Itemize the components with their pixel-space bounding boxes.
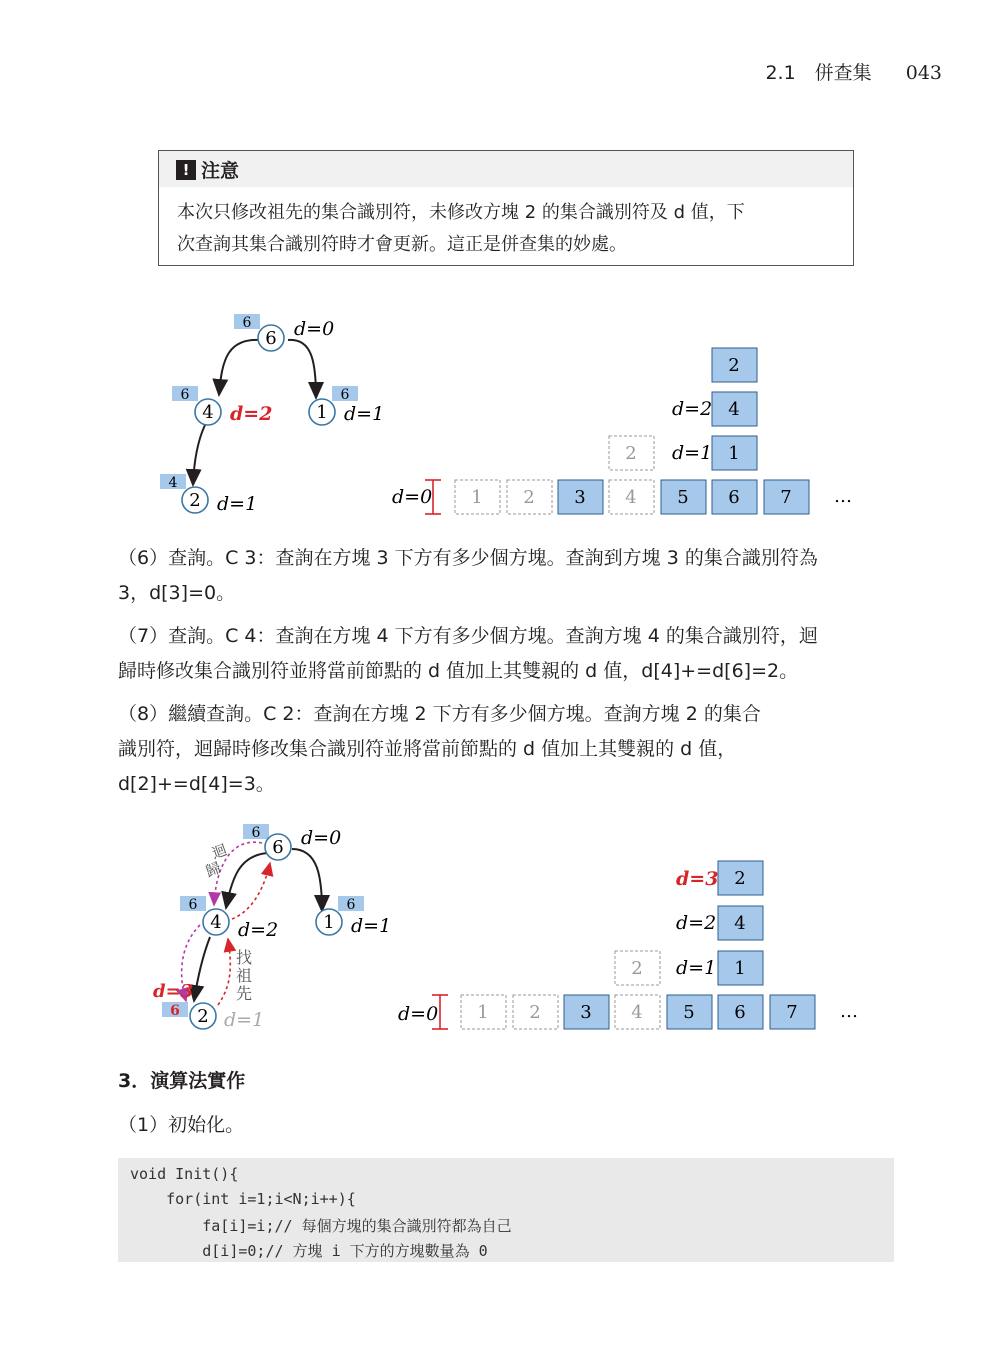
text-line: 歸時修改集合識別符並將當前節點的 d 值加上其雙親的 d 值，d[4]+=d[6]=2。	[118, 660, 799, 682]
edge-6-1	[288, 340, 316, 398]
paragraph-8	[118, 697, 896, 802]
text-line: （8）繼續查詢。C 2：查詢在方塊 2 下方有多少個方塊。查詢方塊 2 的集合	[118, 703, 761, 725]
code-line: fa[i]=i;// 每個方塊的集合識別符都為自己	[130, 1217, 512, 1235]
text-line: （7）查詢。C 4：查詢在方塊 4 下方有多少個方塊。查詢方塊 4 的集合識別符，迴	[118, 625, 818, 647]
tag-label: 6	[346, 897, 356, 913]
block-label: 7	[786, 1002, 798, 1023]
block-label: 4	[631, 1002, 643, 1023]
edge-6-4	[226, 853, 268, 908]
ground-d-label: d=0	[392, 486, 433, 508]
running-header	[765, 58, 942, 85]
node-label: 2	[189, 490, 201, 511]
node-label: 2	[197, 1006, 209, 1027]
block-label: 6	[728, 487, 740, 508]
ground-d-label: d=0	[398, 1003, 439, 1025]
d-label: d=1	[217, 493, 258, 515]
d-label-highlight: d=2	[230, 403, 273, 425]
new-d-label: d=3	[153, 981, 194, 1002]
block-label: 3	[574, 487, 586, 508]
find-root-arrow	[218, 939, 230, 1005]
block-label: 4	[734, 913, 746, 934]
recursion-label: 歸	[203, 858, 224, 881]
node-label: 1	[316, 402, 328, 423]
d-label: d=1	[344, 403, 385, 425]
block-label: 7	[780, 487, 792, 508]
tag-label: 6	[251, 825, 261, 841]
block-label: 3	[580, 1002, 592, 1023]
block-label: 6	[734, 1002, 746, 1023]
find-root-label: 祖	[236, 966, 253, 985]
find-root-label: 先	[236, 984, 253, 1003]
old-d-label: d=1	[224, 1009, 265, 1031]
code-block	[118, 1158, 894, 1262]
column-d-label: d=1	[676, 957, 717, 979]
node-label: 1	[323, 912, 335, 933]
figure-1	[0, 300, 1000, 530]
note-box	[158, 150, 854, 266]
exclamation-icon: !	[176, 160, 196, 180]
node-label: 6	[272, 837, 284, 858]
paragraph-6	[118, 541, 896, 611]
figure-2	[0, 815, 1000, 1045]
code-line: void Init(){	[130, 1165, 239, 1183]
d-label: d=2	[238, 919, 279, 941]
page-number: 043	[905, 62, 942, 84]
text-line: 識別符，迴歸時修改集合識別符並將當前節點的 d 值加上其雙親的 d 值，	[118, 738, 737, 760]
edge-6-1	[292, 849, 322, 911]
tag-label: 6	[170, 1003, 180, 1019]
edge-6-4	[219, 340, 262, 395]
note-body	[177, 197, 837, 261]
block-label: 1	[477, 1002, 489, 1023]
text-line: d[2]+=d[4]=3。	[118, 773, 275, 795]
block-label: 1	[728, 443, 740, 464]
tag-label: 4	[168, 475, 178, 491]
column-d-label: d=1	[672, 442, 713, 464]
tag-label: 6	[188, 897, 198, 913]
text-line: （6）查詢。C 3：查詢在方塊 3 下方有多少個方塊。查詢到方塊 3 的集合識別符為	[118, 547, 818, 569]
code-line: for(int i=1;i<N;i++){	[130, 1190, 356, 1208]
note-header	[159, 151, 853, 187]
block-label: 2	[734, 868, 746, 889]
tag-label: 6	[242, 315, 252, 331]
block-label: 5	[683, 1002, 695, 1023]
column-d-label: d=2	[676, 912, 717, 934]
node-label: 4	[210, 912, 222, 933]
block-label: 2	[625, 443, 637, 464]
section-label: 2.1 併查集	[765, 62, 872, 84]
column-d-label-highlight: d=3	[676, 868, 719, 890]
block-label: 1	[734, 958, 746, 979]
text-line: 3，d[3]=0。	[118, 582, 236, 604]
column-d-label: d=2	[672, 398, 713, 420]
block-label: 5	[677, 487, 689, 508]
d-label: d=1	[351, 915, 392, 937]
section-title: 3．演算法實作	[118, 1070, 246, 1092]
recursion-label: 迴	[209, 840, 230, 863]
d-label: d=0	[301, 827, 342, 849]
block-label: 2	[728, 355, 740, 376]
block-label: 1	[471, 487, 483, 508]
find-root-label: 找	[236, 948, 253, 967]
node-label: 6	[265, 328, 277, 349]
block-label: 4	[728, 399, 740, 420]
note-line-1: 本次只修改祖先的集合識別符，未修改方塊 2 的集合識別符及 d 值，下	[177, 202, 745, 223]
paragraph-7	[118, 619, 896, 689]
block-label: 2	[523, 487, 535, 508]
d-label: d=0	[294, 318, 335, 340]
edge-4-2	[193, 425, 205, 485]
code-line: d[i]=0;// 方塊 i 下方的方塊數量為 0	[130, 1242, 488, 1260]
note-title: 注意	[201, 160, 240, 182]
note-line-2: 次查詢其集合識別符時才會更新。這正是併查集的妙處。	[177, 234, 627, 255]
tag-label: 6	[340, 387, 350, 403]
block-label: 2	[529, 1002, 541, 1023]
ellipsis: …	[834, 486, 852, 507]
node-label: 4	[202, 402, 214, 423]
edge-4-2	[194, 937, 210, 1001]
block-label: 4	[625, 487, 637, 508]
ellipsis: …	[840, 1001, 858, 1022]
init-step: （1）初始化。	[118, 1114, 245, 1136]
block-label: 2	[631, 958, 643, 979]
tag-label: 6	[180, 387, 190, 403]
